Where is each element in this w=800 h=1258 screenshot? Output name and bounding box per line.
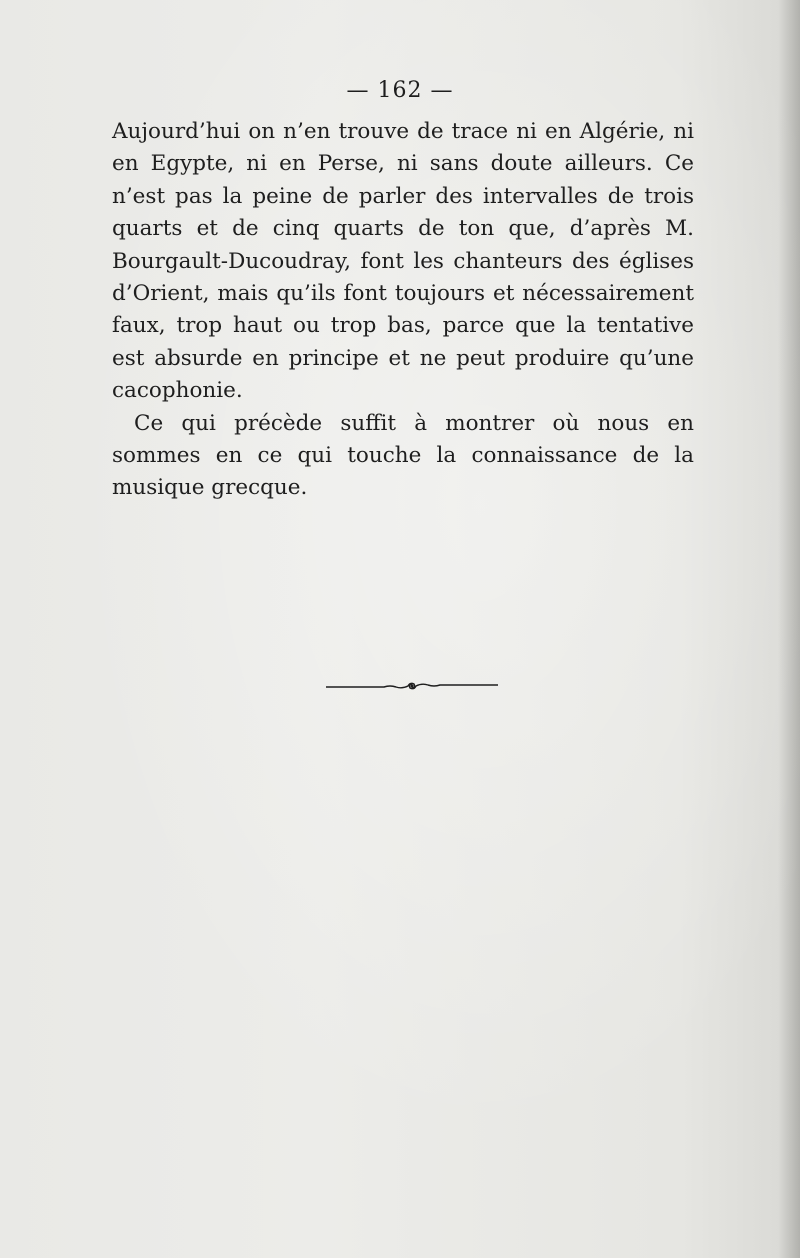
page-number: — 162 — — [346, 78, 454, 103]
body-text — [112, 116, 694, 505]
paragraph: Aujourd’hui on n’en trouve de trace ni en Algérie, ni en Egypte, ni en Perse, ni sans doute ailleurs. Ce n’est pas la peine de parler des intervalles de trois quarts et de cinq quarts de ton que, d’après M. Bourgault-Ducoudray, font les chanteurs des églises d’Orient, mais qu’ils font toujours et nécessairement faux, trop haut ou trop bas, parce que la tentative est absurde en principe et ne peut produire qu’une cacophonie. — [112, 119, 694, 404]
paragraph: Ce qui précède suffit à montrer où nous en sommes en ce qui touche la connaissance de la musique grecque. — [112, 410, 694, 501]
ornamental-rule-icon — [324, 676, 500, 696]
page-edge-shadow — [778, 0, 800, 1258]
